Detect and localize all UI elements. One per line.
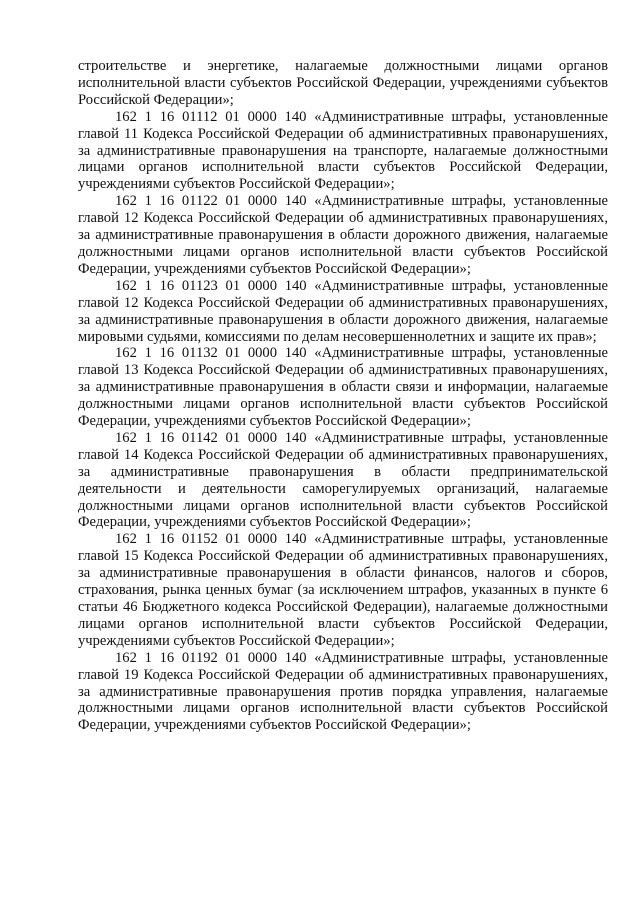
paragraph-code-01112: 162 1 16 01112 01 0000 140 «Административные штрафы, установленные главой 11 Кодекса Российской Федерации об административных правонарушениях, за административные правонарушения на транспорте, налагаемые должностными лицами органов исполнительной власти субъектов Российской Федерации, учреждениями субъектов Российской Федерации»; [78,108,608,193]
paragraph-code-01123: 162 1 16 01123 01 0000 140 «Административные штрафы, установленные главой 12 Кодекса Российской Федерации об административных правонарушениях, за административные правонарушения в области дорожного движения, налагаемые мировыми судьями, комиссиями по делам несовершеннолетних и защите их прав»; [78,277,608,345]
paragraph-code-01192: 162 1 16 01192 01 0000 140 «Административные штрафы, установленные главой 19 Кодекса Российской Федерации об административных правонарушениях, за административные правонарушения против порядка управления, налагаемые должностными лицами органов исполнительной власти субъектов Российской Федерации, учреждениями субъектов Российской Федерации»; [78,649,608,734]
paragraph-code-01122: 162 1 16 01122 01 0000 140 «Административные штрафы, установленные главой 12 Кодекса Российской Федерации об административных правонарушениях, за административные правонарушения в области дорожного движения, налагаемые должностными лицами органов исполнительной власти субъектов Российской Федерации, учреждениями субъектов Российской Федерации»; [78,193,608,277]
paragraph-code-01142: 162 1 16 01142 01 0000 140 «Административные штрафы, установленные главой 14 Кодекса Российской Федерации об административных правонарушениях, за административные правонарушения в области предпринимательской деятельности и деятельности саморегулируемых организаций, налагаемые должностными лицами органов исполнительной власти субъектов Российской Федерации, учреждениями субъектов Российской Федерации»; [78,429,608,531]
document-page [78,58,608,734]
paragraph-code-01152: 162 1 16 01152 01 0000 140 «Административные штрафы, установленные главой 15 Кодекса Российской Федерации об административных правонарушениях, за административные правонарушения в области финансов, налогов и сборов, страхования, рынка ценных бумаг (за исключением штрафов, указанных в пункте 6 статьи 46 Бюджетного кодекса Российской Федерации), налагаемые должностными лицами органов исполнительной власти субъектов Российской Федерации, учреждениями субъектов Российской Федерации»; [78,531,608,649]
paragraph-code-01132: 162 1 16 01132 01 0000 140 «Административные штрафы, установленные главой 13 Кодекса Российской Федерации об административных правонарушениях, за административные правонарушения в области связи и информации, налагаемые должностными лицами органов исполнительной власти субъектов Российской Федерации, учреждениями субъектов Российской Федерации»; [78,345,608,430]
paragraph-continuation: строительстве и энергетике, налагаемые должностными лицами органов исполнительной власти субъектов Российской Федерации, учреждениями субъектов Российской Федерации»; [78,58,608,108]
